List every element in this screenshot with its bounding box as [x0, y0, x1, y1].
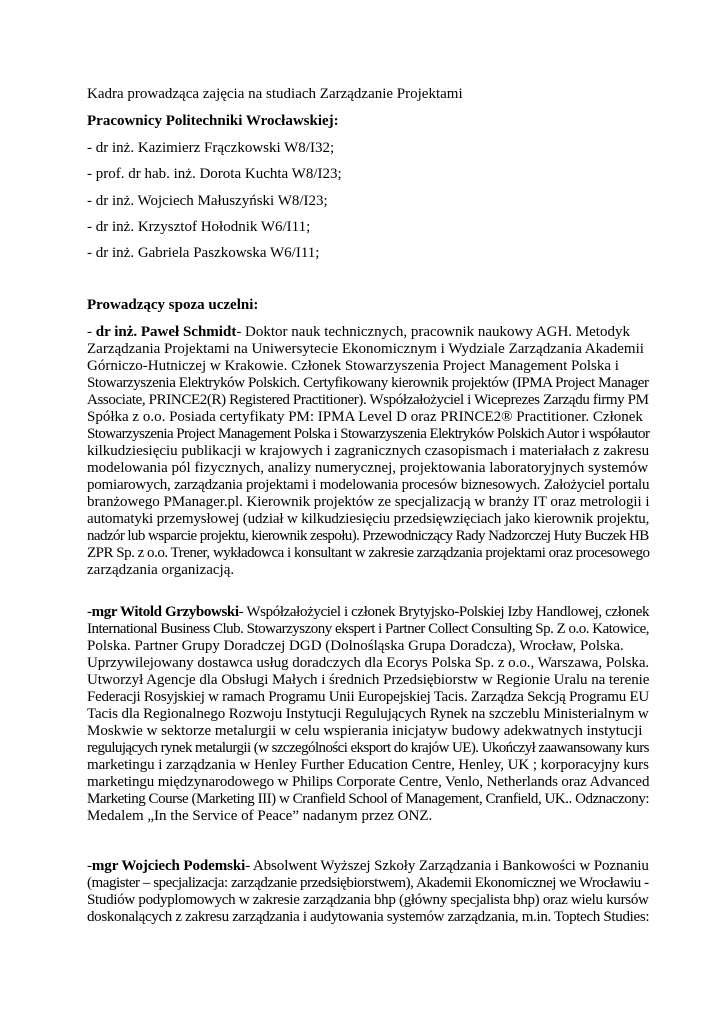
- bio-line: -mgr Wojciech Podemski- Absolwent Wyższej Szkoły Zarządzania i Bankowości w Poznaniu: [87, 858, 649, 874]
- bio-line: Stowarzyszenia Project Management Polska i Stowarzyszenia Elektryków Polskich Autor i współautor: [87, 426, 650, 442]
- bio-line: nadzór lub wsparcie projektu, kierownik zespołu). Przewodniczący Rady Nadzorczej Huty Buczek HB: [87, 528, 649, 544]
- bio-line: zarządzania organizacją.: [87, 562, 235, 578]
- bio-line: International Business Club. Stowarzyszony ekspert i Partner Collect Consulting Sp. Z o.o. Katowice,: [87, 621, 649, 637]
- bio-line: Federacji Rosyjskiej w ramach Programu Unii Europejskiej Tacis. Zarządza Sekcją Programu EU: [87, 689, 649, 705]
- bio-line: Utworzył Agencje dla Obsługi Małych i średnich Przedsiębiorstw w Regionie Uralu na terenie: [87, 672, 650, 688]
- bio-line: doskonalących z zakresu zarządzania i audytowania systemów zarządzania, m.in. Toptech Studies:: [87, 909, 650, 925]
- person-name: mgr Witold Grzybowski: [91, 604, 239, 620]
- person-bio: [87, 858, 650, 926]
- bio-line: regulujących rynek metalurgii (w szczególności eksport do krajów UE). Ukończył zaawansowany kurs: [87, 740, 649, 756]
- bio-line: pomiarowych, zarządzania projektami i modelowania procesów biznesowych. Założyciel portalu: [87, 477, 650, 493]
- bio-line: marketingu międzynarodowego w Philips Corporate Centre, Venlo, Netherlands oraz Advanced: [87, 774, 650, 790]
- person-bio: [87, 604, 650, 825]
- person-name: mgr Wojciech Podemski: [91, 858, 246, 874]
- external-heading: Prowadzący spoza uczelni:: [87, 297, 259, 313]
- person-name: dr inż. Paweł Schmidt: [95, 324, 237, 340]
- person-bio: [87, 324, 650, 579]
- bio-line: Tacis dla Regionalnego Rozwoju Instytucji Regulujących Rynek na szczeblu Ministerialnym w: [87, 706, 649, 722]
- bio-line: Górniczo-Hutniczej w Krakowie. Członek Stowarzyszenia Project Management Polska i: [87, 358, 619, 374]
- bio-line: Zarządzania Projektami na Uniwersytecie Ekonomicznym i Wydziale Zarządzania Akademii: [87, 341, 644, 357]
- bio-line: ZPR Sp. z o.o. Trener, wykładowca i konsultant w zakresie zarządzania projektami oraz procesowego: [87, 545, 650, 561]
- bio-line: Medalem „In the Service of Peace” nadanym przez ONZ.: [87, 808, 433, 824]
- bio-line: Studiów podyplomowych w zakresie zarządzania bhp (główny specjalista bhp) oraz wielu kursów: [87, 892, 649, 908]
- staff-item: - dr inż. Wojciech Małuszyński W8/I23;: [87, 193, 328, 209]
- bio-line: kilkudziesięciu publikacji w krajowych i zagranicznych czasopismach i materiałach z zakresu: [87, 443, 650, 459]
- bio-line: Stowarzyszenia Elektryków Polskich. Certyfikowany kierownik projektów (IPMA Project Manager: [87, 375, 649, 391]
- bio-line: branżowego PManager.pl. Kierownik projektów ze specjalizacją w branży IT oraz metrologii i: [87, 494, 650, 510]
- bio-line: -mgr Witold Grzybowski- Współzałożyciel i członek Brytyjsko-Polskiej Izby Handlowej, członek: [87, 604, 650, 620]
- staff-item: - dr inż. Kazimierz Frączkowski W8/I32;: [87, 140, 335, 156]
- bio-line: Associate, PRINCE2(R) Registered Practitioner). Współzałożyciel i Wiceprezes Zarządu firmy PM: [87, 392, 649, 408]
- staff-item: - dr inż. Krzysztof Hołodnik W6/I11;: [87, 219, 311, 235]
- bio-line: (magister – specjalizacja: zarządzanie przedsiębiorstwem), Akademii Ekonomicznej we Wrocławiu -: [87, 875, 649, 891]
- bio-line: automatyki przemysłowej (udział w kilkudziesięciu przedsięwzięciach jako kierownik projektu,: [87, 511, 650, 527]
- bio-line: Uprzywilejowany dostawca usług doradczych dla Ecorys Polska Sp. z o.o., Warszawa, Polska.: [87, 655, 650, 671]
- bio-line: marketingu i zarządzania w Henley Further Education Centre, Henley, UK ; korporacyjny kurs: [87, 757, 649, 773]
- bio-line: modelowania pól fizycznych, analizy numerycznej, projektowania laboratoryjnych systemów: [87, 460, 649, 476]
- staff-item: - prof. dr hab. inż. Dorota Kuchta W8/I23;: [87, 166, 342, 182]
- document-title: Kadra prowadząca zajęcia na studiach Zarządzanie Projektami: [87, 86, 463, 102]
- staff-item: - dr inż. Gabriela Paszkowska W6/I11;: [87, 245, 320, 261]
- staff-heading: Pracownicy Politechniki Wrocławskiej:: [87, 113, 339, 129]
- bio-line: Spółka z o.o. Posiada certyfikaty PM: IPMA Level D oraz PRINCE2® Practitioner. Członek: [87, 409, 643, 425]
- bio-line: Marketing Course (Marketing III) w Cranfield School of Management, Cranfield, UK.. Odznaczony:: [87, 791, 650, 807]
- bio-line: Moskwie w sektorze metalurgii w celu wspierania inicjatyw budowy adekwatnych instytucji: [87, 723, 643, 739]
- bio-line: - dr inż. Paweł Schmidt- Doktor nauk technicznych, pracownik naukowy AGH. Metodyk: [87, 324, 630, 340]
- bio-line: Polska. Partner Grupy Doradczej DGD (Dolnośląska Grupa Doradcza), Wrocław, Polska.: [87, 638, 624, 654]
